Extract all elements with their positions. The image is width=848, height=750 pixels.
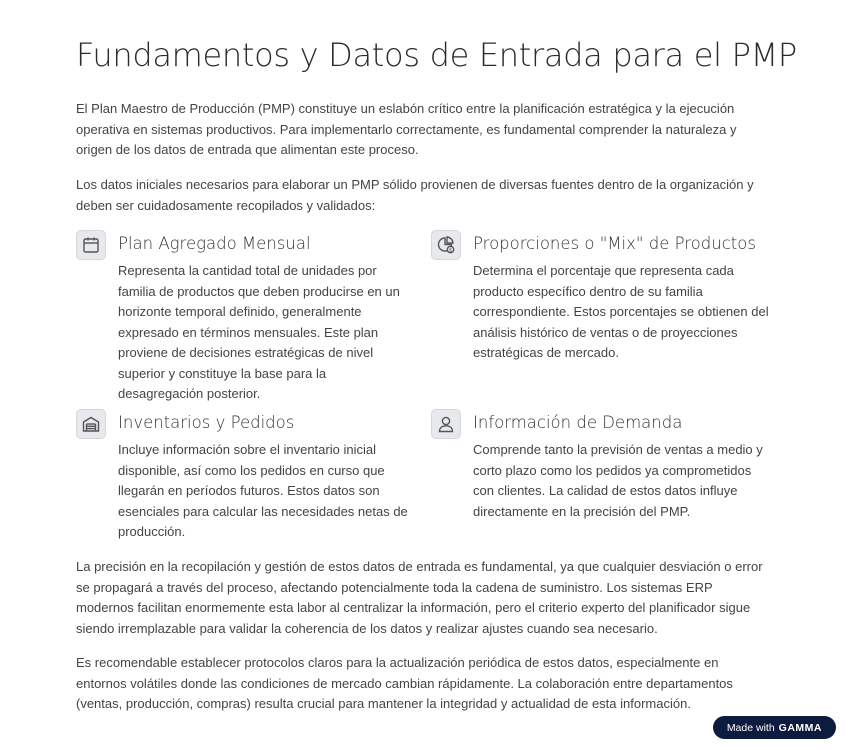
- calendar-icon: [76, 230, 106, 260]
- card-text: Determina el porcentaje que representa cada producto específico dentro de su familia correspondiente. Estos porcentajes se obtienen del análisis histórico de ventas o de proyecciones estratégicas de mercado.: [473, 263, 769, 360]
- card-title: Plan Agregado Mensual: [118, 234, 311, 253]
- card-text: Representa la cantidad total de unidades por familia de productos que deben producirse en un horizonte temporal definido, generalmente expresado en términos mensuales. Este plan proviene de decisiones estratégicas de nivel superior y constituye la base para la desagregación posterior.: [118, 263, 400, 401]
- card-title: Inventarios y Pedidos: [118, 413, 295, 432]
- outro-paragraph-1: La precisión en la recopilación y gestión de estos datos de entrada es fundamental, ya que cualquier desviación o error se propagará a través del proceso, afectando potencialmente toda la cadena de suministro. Los sistemas ERP modernos facilitan enormemente esta labor al centralizar la información, pero el criterio experto del planificador sigue siendo irremplazable para validar la coherencia de los datos y realizar ajustes cuando sea necesario.: [76, 559, 763, 636]
- person-icon: [431, 409, 461, 439]
- made-with-gamma-badge[interactable]: [713, 716, 836, 739]
- intro-paragraph-1: El Plan Maestro de Producción (PMP) constituye un eslabón crítico entre la planificación estratégica y la ejecución operativa en sistemas productivos. Para implementarlo correctamente, es fundamental comprender la naturaleza y origen de los datos de entrada que alimentan este proceso.: [76, 101, 737, 157]
- pie-coin-icon: [431, 230, 461, 260]
- warehouse-icon: [76, 409, 106, 439]
- page-title: Fundamentos y Datos de Entrada para el PMP: [76, 36, 797, 74]
- outro-paragraph-2: Es recomendable establecer protocolos claros para la actualización periódica de estos datos, especialmente en entornos volátiles donde las condiciones de mercado cambian rápidamente. La colaboración entre departamentos (ventas, producción, compras) resulta crucial para mantener la integridad y actualidad de esta información.: [76, 655, 733, 711]
- badge-brand: GAMMA: [778, 721, 822, 734]
- badge-prefix: Made with: [726, 721, 775, 734]
- card-text: Comprende tanto la previsión de ventas a medio y corto plazo como los pedidos ya comprometidos con clientes. La calidad de estos datos influye directamente en la precisión del PMP.: [473, 442, 763, 519]
- card-title: Proporciones o "Mix" de Productos: [473, 234, 756, 253]
- card-title: Información de Demanda: [473, 413, 683, 432]
- svg-text:$: $: [448, 247, 453, 254]
- intro-paragraph-2: Los datos iniciales necesarios para elaborar un PMP sólido provienen de diversas fuentes dentro de la organización y deben ser cuidadosamente recopilados y validados:: [76, 177, 754, 213]
- card-text: Incluye información sobre el inventario inicial disponible, así como los pedidos en curso que llegarán en períodos futuros. Estos datos son esenciales para calcular las necesidades netas de producción.: [118, 442, 408, 539]
